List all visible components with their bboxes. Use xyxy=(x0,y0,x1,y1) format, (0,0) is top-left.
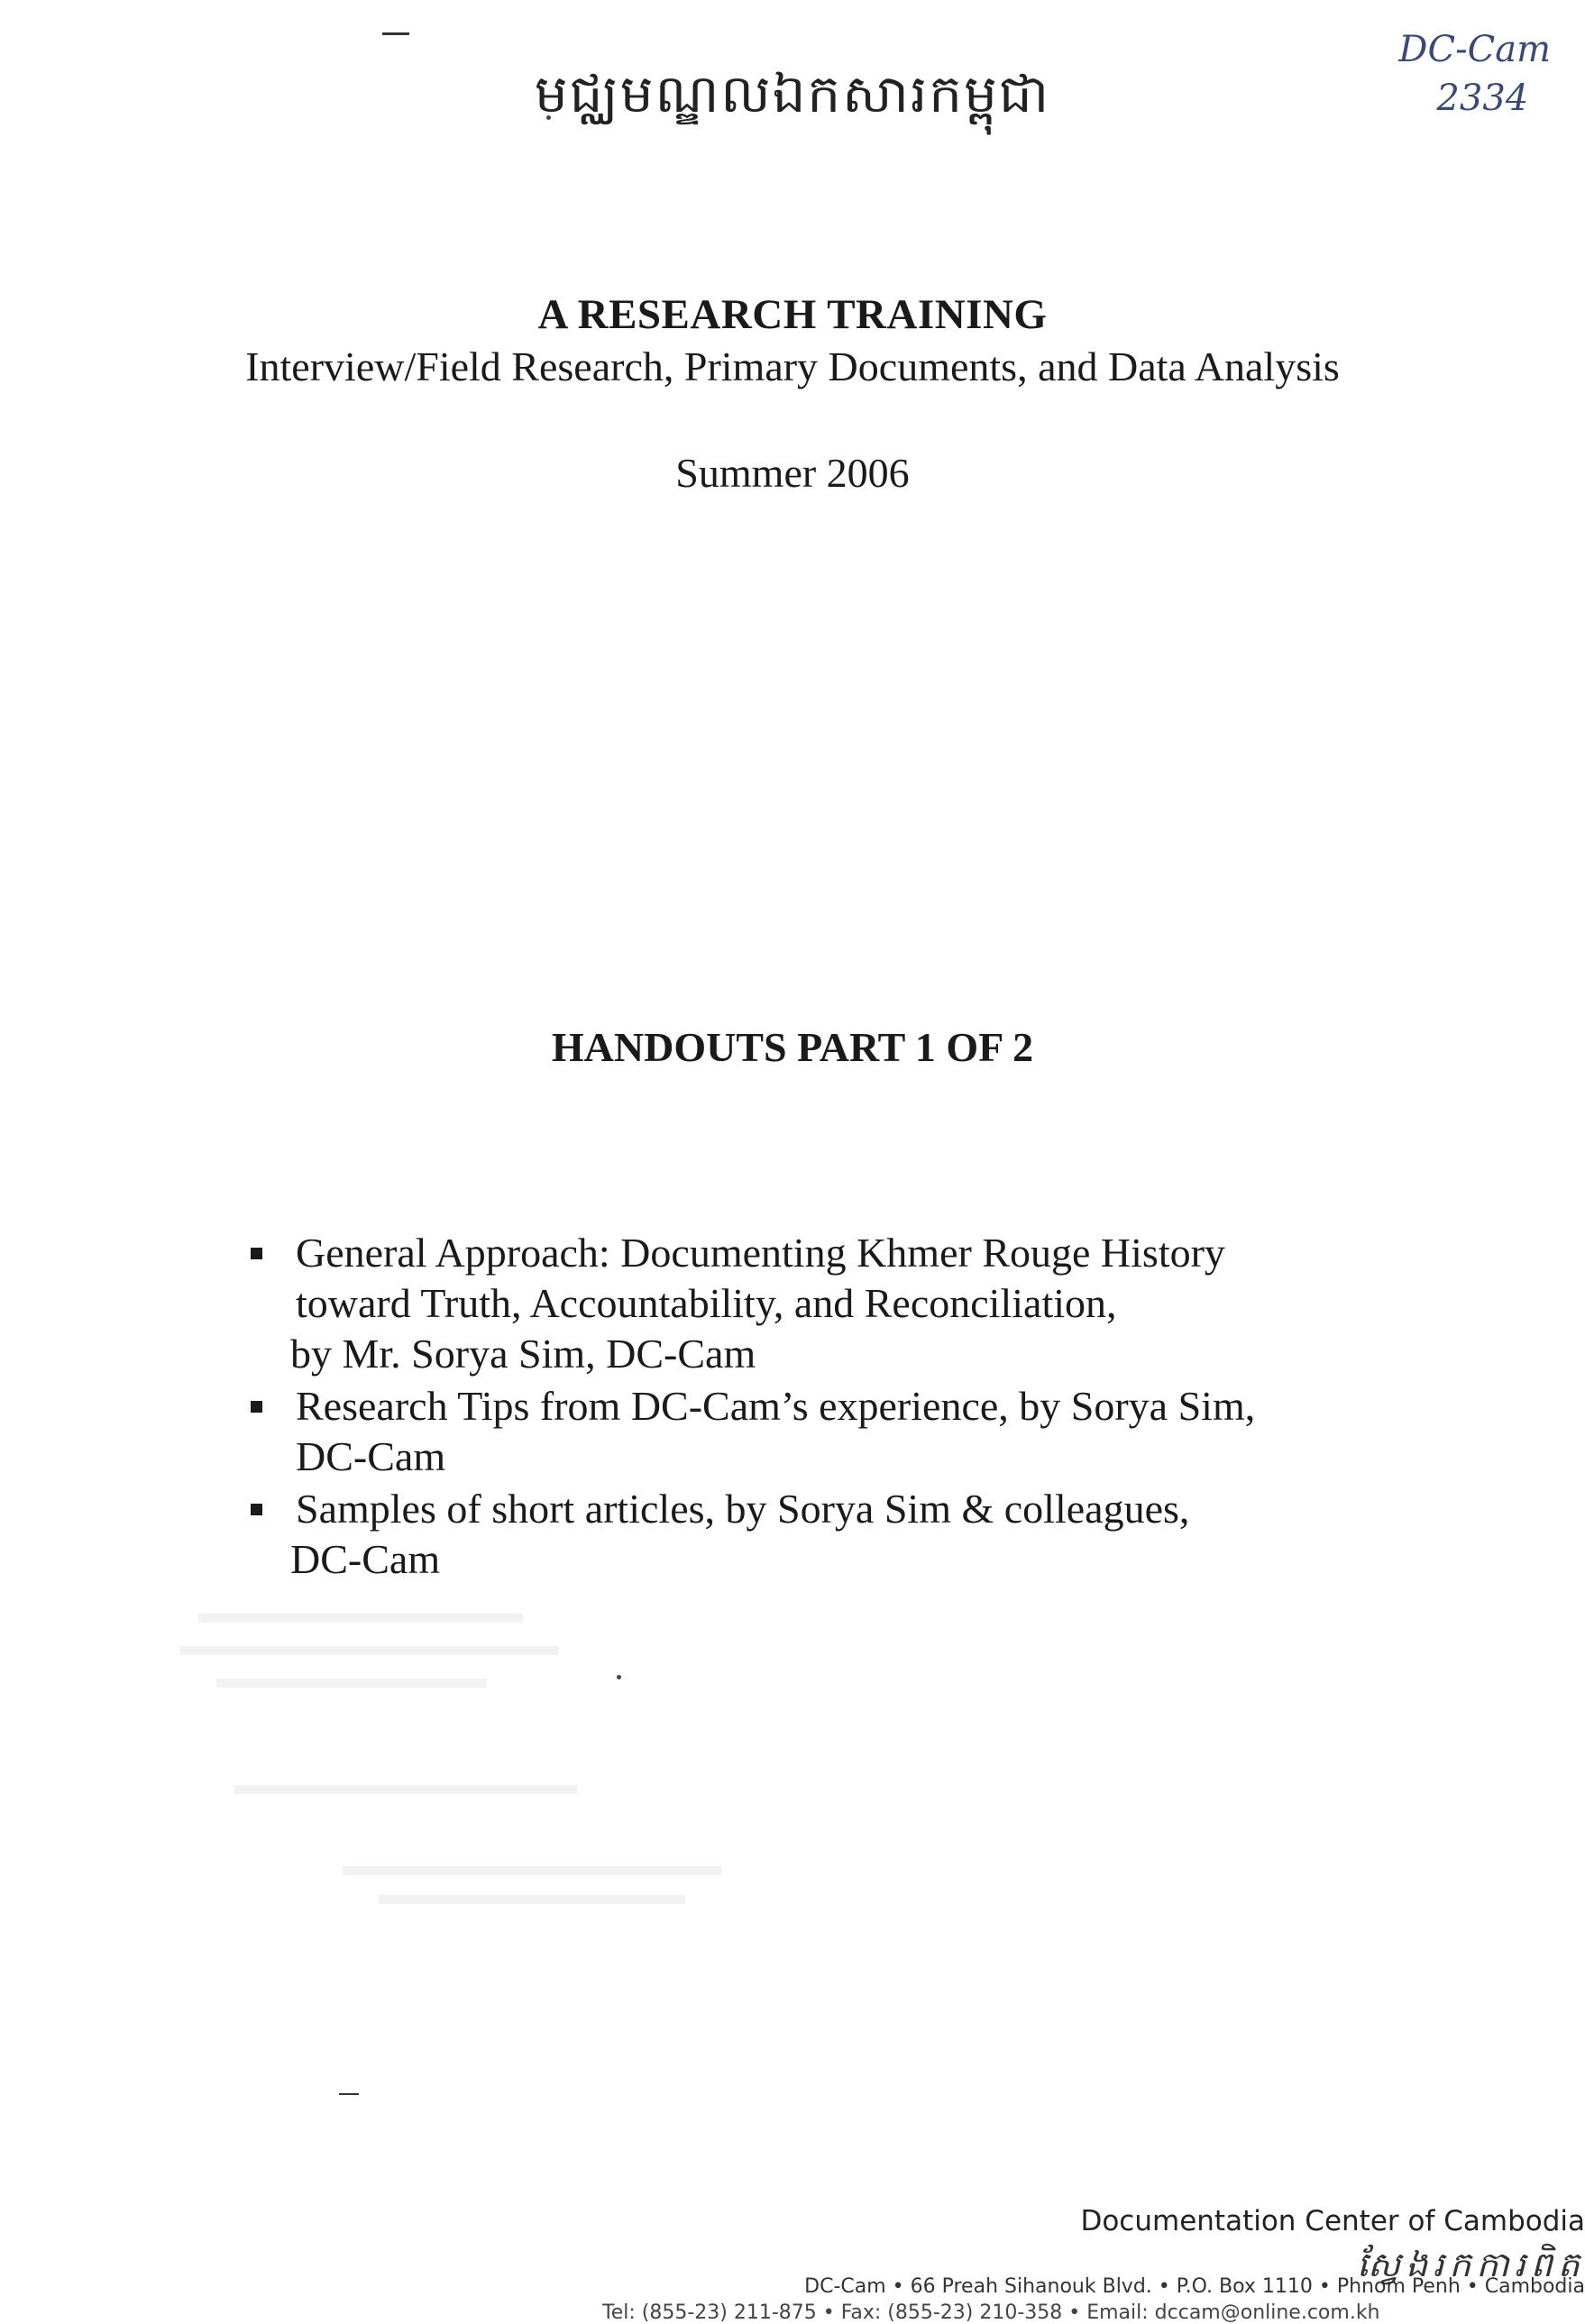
list-item-line: DC-Cam xyxy=(296,1433,446,1479)
handwritten-number: 2334 xyxy=(1436,78,1529,119)
list-item-line: Research Tips from DC-Cam’s experience, by Sorya Sim, xyxy=(296,1383,1256,1429)
bullet-square-icon xyxy=(251,1504,262,1515)
list-item-line: by Mr. Sorya Sim, DC-Cam xyxy=(290,1331,756,1377)
document-subtitle: Interview/Field Research, Primary Documents, and Data Analysis xyxy=(245,343,1340,389)
list-item-line: Samples of short articles, by Sorya Sim & colleagues, xyxy=(296,1486,1190,1532)
footer-khmer-motto: ស្វែងរកការពិត xyxy=(1356,2245,1585,2284)
stray-mark-bottom xyxy=(339,2093,359,2095)
handwritten-label: DC-Cam xyxy=(1398,29,1551,70)
list-item-line: General Approach: Documenting Khmer Rouge History xyxy=(296,1230,1225,1276)
show-through-texture xyxy=(180,1614,757,1920)
document-title: A RESEARCH TRAINING xyxy=(537,291,1048,338)
footer-address: DC-Cam • 66 Preah Sihanouk Blvd. • P.O. Box 1110 • Phnom Penh • Cambodia xyxy=(804,2275,1585,2298)
footer-contact: Tel: (855-23) 211-875 • Fax: (855-23) 210-358 • Email: dccam@online.com.kh xyxy=(602,2301,1380,2324)
section-heading: HANDOUTS PART 1 OF 2 xyxy=(551,1024,1034,1070)
document-date: Summer 2006 xyxy=(675,450,910,496)
list-item-line: toward Truth, Accountability, and Reconciliation, xyxy=(296,1280,1117,1326)
bullet-square-icon xyxy=(251,1248,262,1259)
list-item xyxy=(243,1484,1416,1585)
khmer-header: មជ្ឈមណ្ឌលឯកសារកម្ពុជា xyxy=(534,63,1051,124)
handout-list xyxy=(243,1228,1416,1587)
footer-organization: Documentation Center of Cambodia xyxy=(1080,2205,1585,2237)
bullet-square-icon xyxy=(251,1401,262,1413)
handwritten-annotation xyxy=(1398,25,1551,123)
stray-mark-top xyxy=(382,32,409,35)
list-item-line: DC-Cam xyxy=(290,1536,441,1582)
list-item xyxy=(243,1381,1416,1482)
list-item xyxy=(243,1228,1416,1379)
